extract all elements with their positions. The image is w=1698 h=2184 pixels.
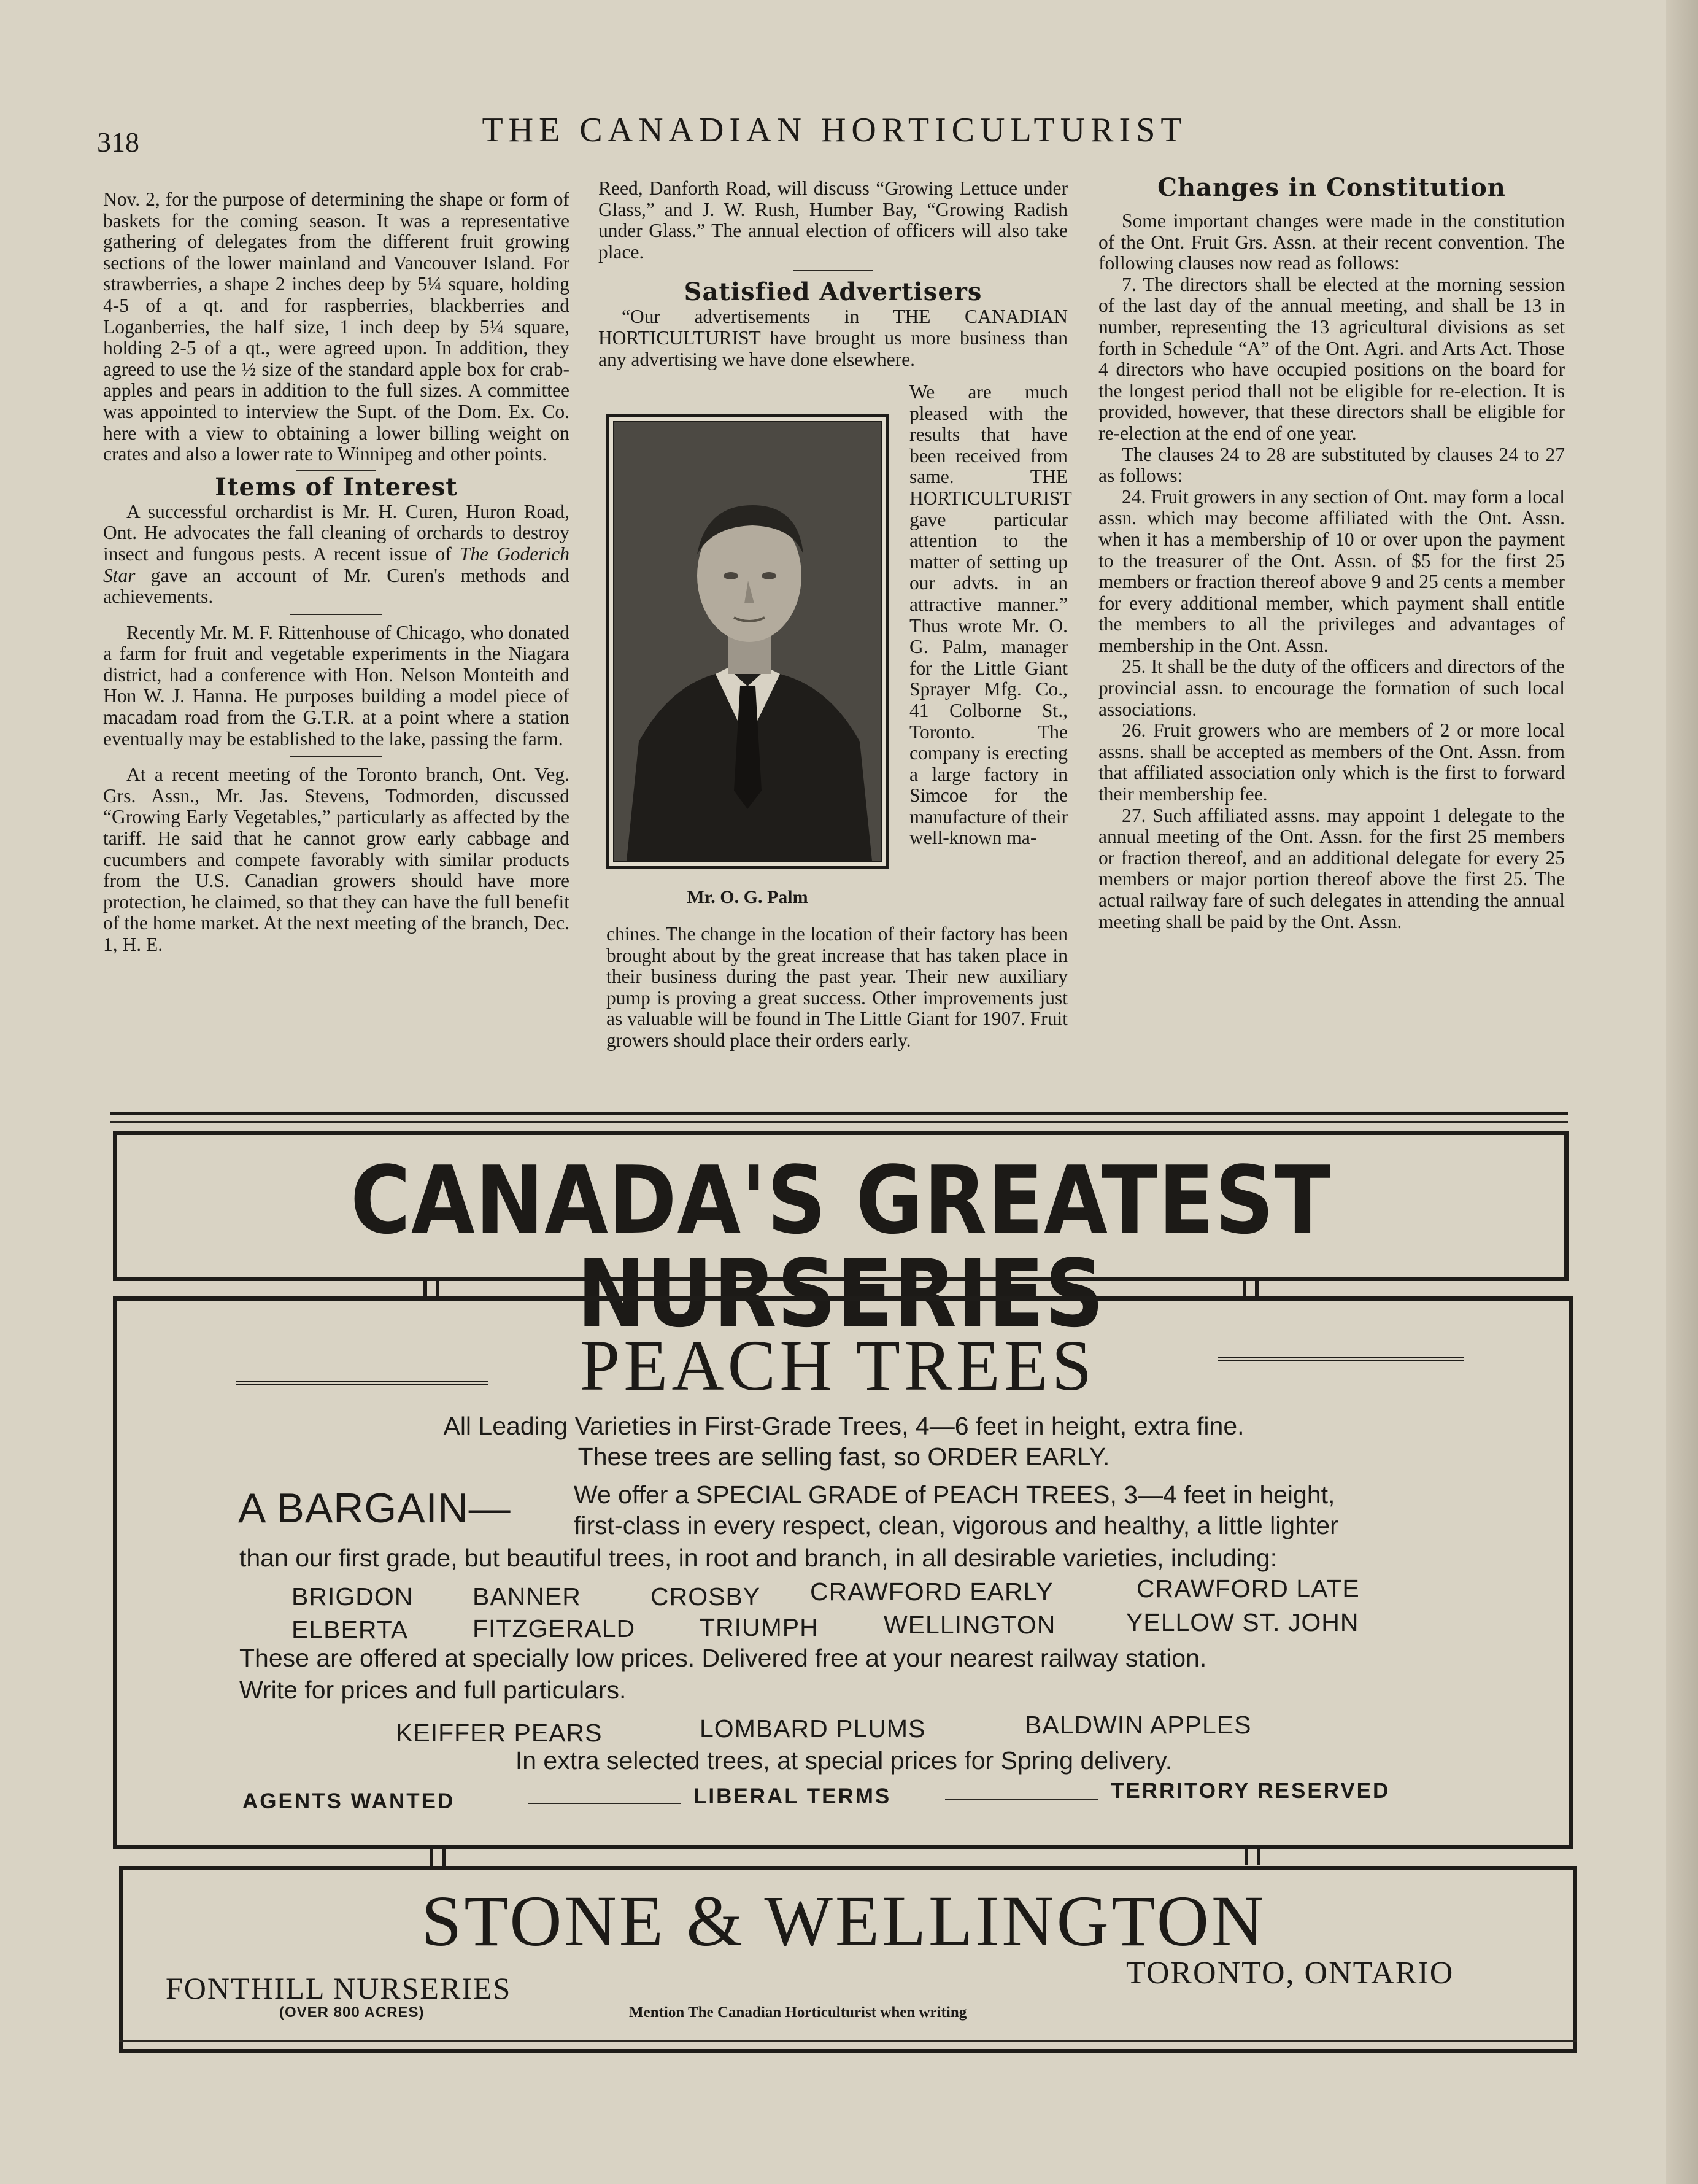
variety: TRIUMPH bbox=[700, 1613, 819, 1641]
other-product: BALDWIN APPLES bbox=[1025, 1711, 1252, 1739]
advertisers-heading: Satisfied Advertisers bbox=[684, 277, 982, 307]
variety: BRIGDON bbox=[291, 1582, 414, 1611]
banner-title: CANADA'S GREATEST NURSERIES bbox=[350, 1146, 1331, 1348]
divider bbox=[290, 756, 382, 757]
bargain-label: A BARGAIN— bbox=[238, 1485, 511, 1532]
column-1 bbox=[103, 189, 569, 956]
portrait-photo bbox=[606, 414, 889, 869]
title-rule-right bbox=[1218, 1357, 1464, 1361]
nurseries-name: FONTHILL NURSERIES bbox=[166, 1971, 512, 2005]
connector bbox=[430, 1849, 446, 1867]
ad-line-2: These trees are selling fast, so ORDER EARLY. bbox=[577, 1442, 1110, 1471]
variety: WELLINGTON bbox=[884, 1611, 1056, 1639]
column-3: Changes in Constitution Some important changes were made in the constitution of the Ont. Fruit Grs. Assn. at their recent convention. The following clauses now read as follows: 7. The directors shall be elected at the morning session of the last day of the annual meeting, and shall be 13 in number, representing the 13 agricultural divisions as set forth in Schedule “A” of the Ont. Agri. and Arts Act. Those 4 directors who have occupied positions on the board for the longest period thall not be eligible for re-election. It is provided, however, that these directors shall be eligible for re-election at the end of one year. The clauses 24 to 28 are substituted by clauses 24 to 27 as follows: 24. Fruit growers in any section of Ont. may form a local assn. which may become affiliated with the Ont. Assn. when it has a membership of 10 or over upon the payment to the treasurer of the Ont. Assn. of $5 for the first 25 members or fraction thereof above 9 and 25 cents a member for every additional member, which payment shall entitle the members to all the privileges and advantages of membership in the Ont. Assn. 25. It shall be the duty of the officers and directors of the provincial assn. to encourage the formation of such local associations. 26. Fruit growers who are members of 2 or more local assns. shall be accepted as members of the Ont. Assn. from that affiliated association only which is the first to forward their membership fee. 27. Such affiliated assns. may appoint 1 delegate to the annual meeting of the Ont. Assn. for the first 25 members or fraction thereof, and an additional delegate for every 25 members or major portion thereof above the first 25. The actual railway fare of such delegates in attending the annual meeting shall be paid by the Ont. Assn. bbox=[1098, 173, 1565, 932]
article-continuation: Reed, Danforth Road, will discuss “Growing Lettuce under Glass,” and J. W. Rush, Humber Bay, “Growing Radish under Glass.” The annual election of officers will also take place. bbox=[598, 177, 1068, 263]
item-toronto-branch: At a recent meeting of the Toronto branch, Ont. Veg. Grs. Assn., Mr. Jas. Stevens, Todmorden, discussed “Growing Early Vegetables,” particularly as affected by the tariff. He said that he cannot grow early cabbage and cucumbers and compete favorably with similar products from the U.S. Canadian growers should have more protection, he claimed, so that they can have the full benefit of the home market. At the next meeting of the branch, Dec. 1, H. E. bbox=[103, 764, 569, 955]
ad-line-1: All Leading Varieties in First-Grade Trees, 4—6 feet in height, extra fine. bbox=[443, 1412, 1245, 1440]
terms-liberal: LIBERAL TERMS bbox=[693, 1784, 892, 1808]
connector bbox=[1243, 1281, 1259, 1297]
terms-agents: AGENTS WANTED bbox=[242, 1789, 455, 1813]
ad-top-rule bbox=[110, 1112, 1568, 1115]
acres-note: (OVER 800 ACRES) bbox=[279, 2004, 425, 2021]
bargain-line-2: first-class in every respect, clean, vigorous and healthy, a little lighter bbox=[574, 1511, 1338, 1539]
constitution-heading: Changes in Constitution bbox=[1157, 173, 1506, 202]
divider bbox=[296, 470, 376, 471]
portrait-icon bbox=[614, 422, 881, 861]
connector bbox=[1245, 1846, 1260, 1865]
bargain-line-3: than our first grade, but beautiful trees, in root and branch, in all desirable varieties, including: bbox=[239, 1544, 1278, 1572]
ad-bottom-rule bbox=[119, 2040, 1577, 2042]
mention-note: Mention The Canadian Horticulturist when writing bbox=[629, 2004, 967, 2021]
variety: CROSBY bbox=[650, 1582, 761, 1611]
company-name: STONE & WELLINGTON bbox=[421, 1881, 1267, 1961]
item-rittenhouse: Recently Mr. M. F. Rittenhouse of Chicago, who donated a farm for fruit and vegetable experiments in the Niagara district, had a conference with Hon. Nelson Monteith and Hon W. J. Hanna. He purposes building a model piece of macadam road from the G.T.R. at a point where a station eventually may be established to the lake, passing the farm. bbox=[103, 621, 569, 749]
variety: BANNER bbox=[473, 1582, 581, 1611]
other-product: LOMBARD PLUMS bbox=[700, 1714, 926, 1743]
variety: YELLOW ST. JOHN bbox=[1126, 1608, 1359, 1636]
others-line: In extra selected trees, at special prices for Spring delivery. bbox=[515, 1746, 1173, 1775]
terms-territory: TERRITORY RESERVED bbox=[1111, 1779, 1391, 1803]
ad-top-rule-thin bbox=[110, 1121, 1568, 1123]
other-product: KEIFFER PEARS bbox=[396, 1719, 603, 1747]
page-number: 318 bbox=[97, 126, 139, 158]
article-continuation: Nov. 2, for the purpose of determining the shape or form of baskets for the coming season. It was a representative gathering of delegates from the different fruit growing sections of the lower mainland and Vancouver Island. For strawberries, a shape 2 inches deep by 5¼ square, holding 4-5 of a qt. and for raspberries, blackberries and Loganberries, the half size, 1 inch deep by 5¼ square, holding 2-5 of a qt., were agreed upon. In addition, they agreed to use the ½ size of the standard apple box for crab-apples and pears in addition to the full sizes. A committee was appointed to interview the Supt. of the Dom. Ex. Co. here with a view to obtaining a lower billing weight on crates and also a lower rate to Winnipeg and other points. bbox=[103, 188, 569, 465]
city-name: TORONTO, ONTARIO bbox=[1126, 1956, 1454, 1991]
variety: CRAWFORD LATE bbox=[1137, 1574, 1360, 1603]
photo-caption: Mr. O. G. Palm bbox=[687, 887, 808, 907]
items-heading: Items of Interest bbox=[215, 472, 458, 501]
title-rule-left bbox=[236, 1381, 488, 1385]
variety: CRAWFORD EARLY bbox=[810, 1578, 1054, 1606]
peach-title: PEACH TREES bbox=[579, 1325, 1096, 1406]
price-line-1: These are offered at specially low prices. Delivered free at your nearest railway station. bbox=[239, 1644, 1207, 1672]
terms-rule bbox=[945, 1799, 1098, 1800]
advertisers-intro: “Our advertisements in THE CANADIAN HORTICULTURIST have brought us more business than any advertising we have done elsewhere. bbox=[598, 306, 1068, 370]
price-line-2: Write for prices and full particulars. bbox=[239, 1676, 627, 1704]
advertisers-bottom-text: chines. The change in the location of their factory has been brought about by the great increase that has taken place in their business during the past year. Their new auxiliary pump is proving a great success. Other improvements just as valuable will be found in The Little Giant for 1907. Fruit growers should place their orders early. bbox=[606, 923, 1068, 1051]
page-edge bbox=[1666, 0, 1698, 2184]
bargain-line-1: We offer a SPECIAL GRADE of PEACH TREES, 3—4 feet in height, bbox=[574, 1481, 1335, 1509]
divider bbox=[793, 270, 873, 271]
connector bbox=[423, 1281, 439, 1297]
column-2 bbox=[598, 178, 1068, 370]
running-title: THE CANADIAN HORTICULTURIST bbox=[482, 111, 1187, 149]
terms-rule bbox=[528, 1803, 681, 1804]
variety: FITZGERALD bbox=[473, 1614, 636, 1643]
divider bbox=[290, 614, 382, 615]
item-curen: A successful orchardist is Mr. H. Curen, Huron Road, Ont. He advocates the fall cleaning of orchards to destroy insect and fungous pests. A recent issue of The Goderich Star gave an account of Mr. Curen's methods and achievements. bbox=[103, 500, 569, 608]
variety: ELBERTA bbox=[291, 1616, 409, 1644]
advertisers-side-text: We are much pleased with the results that have been received from same. THE HORTICULTURIST gave particular attention to the matter of setting up our advts. in an attractive manner.” Thus wrote Mr. O. G. Palm, manager for the Little Giant Sprayer Mfg. Co., 41 Colborne St., Toronto. The company is erecting a large factory in Simcoe for the manufacture of their well-known ma- bbox=[909, 381, 1072, 849]
